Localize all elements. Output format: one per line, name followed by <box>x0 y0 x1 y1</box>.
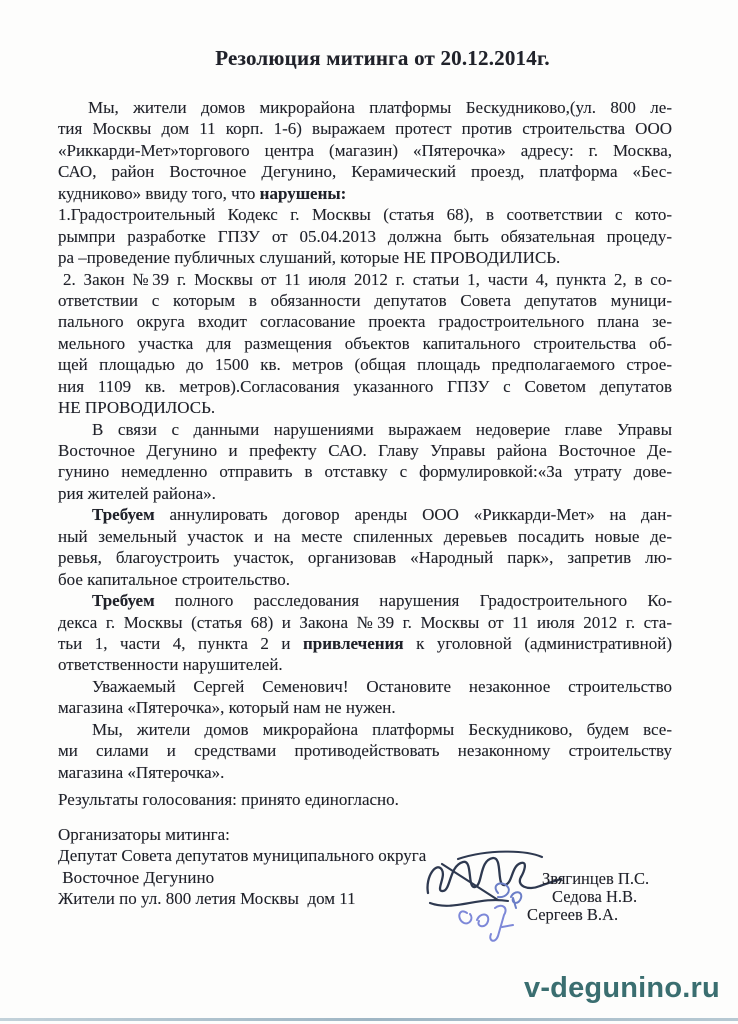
text-segment: Мы, жители домов микрорайона платформы Бескудниково,(ул. 800 ле- <box>88 98 672 117</box>
text-segment: тия Москвы дом 11 корп. 1-6) выражаем протест против строительства ООО <box>58 119 672 139</box>
text-segment: Уважаемый Сергей Семенович! Остановите незаконное строительство <box>92 676 672 696</box>
text-segment: кудниково» ввиду того, что <box>58 183 260 203</box>
text-segment: САО, район Восточное Дегунино, Керамический проезд, платформа «Бес- <box>58 162 672 182</box>
text-line <box>58 461 672 482</box>
text-line <box>58 397 672 418</box>
text-line <box>58 590 672 611</box>
text-line <box>58 269 672 290</box>
text-line <box>58 676 672 697</box>
text-segment: ревья, благоустроить участок, организовав «Народный парк», запретив лю- <box>58 548 672 568</box>
text-segment: 2. Закон №39 г. Москвы от 11 июля 2012 г. статьи 1, части 4, пункта 2, в со- <box>63 269 672 289</box>
paragraph <box>58 97 672 204</box>
text-line <box>58 161 672 182</box>
text-line <box>58 183 672 204</box>
signature-scribble-sergeev <box>459 906 513 941</box>
bold-text-segment: нарушены: <box>259 183 347 203</box>
text-line <box>58 504 672 525</box>
signatory-name: Звягинцев П.С. <box>542 869 650 888</box>
text-line <box>58 118 672 139</box>
text-segment: Мы, жители домов микрорайона платформы Бескудниково, будем все- <box>92 719 672 739</box>
text-line <box>58 247 672 268</box>
text-segment: ния 1109 кв. метров).Согласования указанного ГПЗУ с Советом депутатов <box>58 376 672 396</box>
text-line <box>58 140 672 161</box>
text-segment: магазина «Пятерочка», который нам не нужен. <box>58 698 396 718</box>
signatory-name: Седова Н.В. <box>552 886 638 906</box>
text-segment: щей площадью до 1500 кв. метров (общая площадь предполагаемого строе- <box>58 355 672 375</box>
text-line <box>58 376 672 397</box>
text-segment: ный земельный участок и на месте спиленных деревьев посадить новые де- <box>58 526 672 546</box>
text-segment: 1.Градостроительный Кодекс г. Москвы (статья 68), в соответствии с кото- <box>58 205 672 225</box>
text-line <box>58 419 672 440</box>
text-segment: полного расследования нарушения Градостроительного Ко- <box>154 591 672 611</box>
paragraph <box>58 419 672 505</box>
text-line <box>58 612 672 633</box>
text-line <box>58 333 672 354</box>
text-line <box>58 654 672 675</box>
text-line <box>58 290 672 311</box>
text-line <box>58 354 672 375</box>
text-segment: пального округа входит согласование проекта градостроительного плана зе- <box>58 312 672 332</box>
text-segment: декса г. Москвы (статья 68) и Закона №39 г. Москвы от 11 июля 2012 г. ста- <box>58 612 672 632</box>
signatories-block <box>527 869 650 924</box>
organizer-line: Организаторы митинга: <box>58 825 230 844</box>
text-line <box>58 740 672 761</box>
text-line <box>58 569 672 590</box>
text-line <box>58 633 672 654</box>
text-line <box>58 226 672 247</box>
text-segment: магазина «Пятерочка». <box>58 762 225 782</box>
text-line <box>58 547 672 568</box>
organizer-line: Восточное Дегунино <box>58 867 215 887</box>
text-segment: рымпри разработке ГПЗУ от 05.04.2013 должна быть обязательная процеду- <box>58 226 672 246</box>
text-line <box>58 483 672 504</box>
text-line <box>58 697 672 718</box>
watermark: v-degunino.ru <box>524 972 720 1004</box>
text-line <box>58 762 672 783</box>
text-segment: ответствии с которым в обязанности депутатов Совета депутатов муници- <box>58 290 672 310</box>
signatory-name: Сергеев В.А. <box>527 904 619 924</box>
document-body <box>58 97 672 783</box>
text-segment: мельного участка для размещения объектов капитального строительства об- <box>58 333 672 353</box>
text-segment: бое капитальное строительство. <box>58 569 290 589</box>
text-segment: «Риккарди-Мет»торгового центра (магазин) «Пятерочка» адресу: г. Москва, <box>58 140 672 160</box>
paragraph <box>58 204 672 268</box>
text-segment: В связи с данными нарушениями выражаем недоверие главе Управы <box>92 419 672 439</box>
paragraph <box>58 590 672 676</box>
text-line <box>58 440 672 461</box>
paragraph <box>58 676 672 719</box>
text-segment: ра –проведение публичных слушаний, которые НЕ ПРОВОДИЛИСЬ. <box>58 248 561 268</box>
paragraph <box>58 504 672 590</box>
text-segment: гунино немедленно отправить в отставку с формулировкой:«За утрату дове- <box>58 462 672 482</box>
text-line <box>58 526 672 547</box>
text-line <box>58 97 672 118</box>
text-line <box>58 311 672 332</box>
text-segment: ми силами и средствами противодействовать незаконному строительству <box>58 741 672 761</box>
signature-scribble-sedova <box>496 883 522 908</box>
organizers-block <box>58 824 426 909</box>
text-segment: НЕ ПРОВОДИЛОСЬ. <box>58 398 216 418</box>
bold-text-segment: Требуем <box>92 591 155 611</box>
text-segment: Восточное Дегунино и префекту САО. Главу Управы района Восточное Де- <box>58 441 672 460</box>
signature-scribble-zvyagintsev <box>428 852 561 906</box>
bottom-border-line <box>0 1018 738 1021</box>
text-line <box>58 719 672 740</box>
text-segment: к уголовной (административной) <box>403 633 672 653</box>
voting-results-line: Результаты голосования: принято единогласно. <box>58 790 399 809</box>
text-segment: аннулировать договор аренды ООО «Риккарди-Мет» на дан- <box>154 505 672 525</box>
text-line <box>58 204 672 225</box>
text-segment: ответственности нарушителей. <box>58 655 283 675</box>
text-segment: рия жителей района». <box>58 483 216 503</box>
organizer-line: Жители по ул. 800 летия Москвы дом 11 <box>58 888 356 908</box>
document-title: Резолюция митинга от 20.12.2014г. <box>215 46 550 70</box>
bold-text-segment: Требуем <box>92 505 155 525</box>
organizer-line: Депутат Совета депутатов муниципального округа <box>58 846 427 866</box>
paragraph <box>58 719 672 783</box>
paragraph <box>58 269 672 419</box>
text-segment: тьи 1, части 4, пункта 2 и <box>58 633 303 653</box>
bold-text-segment: привлечения <box>302 633 404 653</box>
